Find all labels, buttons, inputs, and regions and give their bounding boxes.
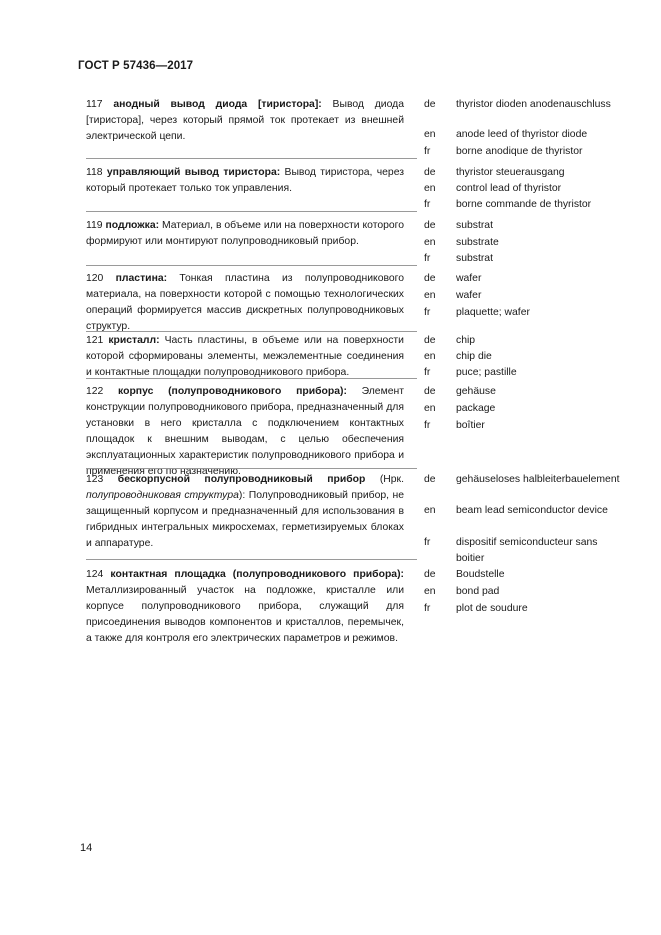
term-number: 118 — [86, 167, 103, 178]
term-entry-120 — [86, 271, 404, 335]
lang-code: de — [424, 335, 436, 346]
lang-code: en — [424, 505, 436, 516]
entry-separator — [86, 158, 417, 159]
term-definition: Часть пластины, в объеме или на поверхности которой сформированы элементы, межэлементные соединения и контактные площадки полупроводникового прибора. — [86, 335, 404, 378]
term-definition: Металлизированный участок на подложке, кристалле или корпусе полупроводникового прибора, служащий для присоединения выводов компонентов и кристаллов, перемычек, а также для контроля его электрических параметров и режимов. — [86, 585, 404, 644]
translation-term: beam lead semiconductor device — [456, 505, 608, 516]
translation-term: chip — [456, 335, 476, 346]
lang-code: en — [424, 129, 436, 140]
translation-term: gehäuseloses halbleiterbauelement — [456, 474, 620, 485]
term-entry-121 — [86, 333, 404, 381]
term-number: 117 — [86, 99, 103, 110]
translation-term: substrat — [456, 253, 493, 264]
term-note-prefix: (Нрк. — [379, 474, 404, 485]
term-entry-119 — [86, 218, 404, 250]
term-definition: Полупроводниковый прибор, не защищенный корпусом и предназначенный для использования в гибридных интегральных микросхемах, герметизируемых блоках и аппаратуре. — [86, 490, 405, 549]
translation-term: wafer — [456, 290, 482, 301]
lang-code: en — [424, 586, 436, 597]
lang-code: fr — [424, 537, 431, 548]
lang-code: fr — [424, 253, 431, 264]
lang-code: en — [424, 351, 436, 362]
translation-term: thyristor dioden anodenauschluss — [456, 99, 611, 110]
lang-code: en — [424, 403, 436, 414]
lang-code: fr — [424, 420, 431, 431]
lang-code: de — [424, 474, 436, 485]
term-number: 119 — [86, 220, 103, 231]
translation-term: plaquette; wafer — [456, 307, 530, 318]
term-number: 124 — [86, 569, 104, 580]
document-header: ГОСТ Р 57436—2017 — [78, 60, 194, 72]
lang-code: en — [424, 183, 436, 194]
translation-term: gehäuse — [456, 386, 496, 397]
translation-term: chip die — [456, 351, 492, 362]
lang-code: de — [424, 386, 436, 397]
term-note-suffix: ): — [238, 490, 246, 501]
term-entry-117 — [86, 97, 404, 145]
entry-separator — [86, 265, 417, 266]
lang-code: fr — [424, 146, 431, 157]
term-number: 120 — [86, 273, 104, 284]
term-entry-123 — [86, 472, 404, 552]
term-number: 121 — [86, 335, 104, 346]
lang-code: de — [424, 167, 436, 178]
term-note-italic: полупроводниковая структура — [86, 490, 239, 501]
page-number: 14 — [80, 842, 93, 854]
translation-term: package — [456, 403, 496, 414]
translation-term: Boudstelle — [456, 569, 505, 580]
term-definition: Элемент конструкции полупроводникового прибора, предназначенный для установки в него кристалла с подключением контактных площадок к внешним выводам, с целью обеспечения эксплуатационных характеристик полупроводникового прибора и применения его по назначению. — [86, 386, 404, 477]
translation-term: dispositif semiconducteur sans boitier — [456, 537, 598, 564]
term-definition: Тонкая пластина из полупроводникового материала, на поверхности которой с помощью технологических операций формируется массив дискретных полупроводниковых структур. — [86, 273, 404, 332]
entry-separator — [86, 211, 417, 212]
lang-code: en — [424, 290, 436, 301]
translation-term: anode leed of thyristor diode — [456, 129, 588, 140]
translation-term: thyristor steuerausgang — [456, 167, 565, 178]
lang-code: de — [424, 99, 436, 110]
term-entry-122 — [86, 384, 404, 480]
entry-separator — [86, 468, 417, 469]
term-entry-118 — [86, 165, 404, 197]
term-name: бескорпусной полупроводниковый прибор — [117, 474, 366, 485]
lang-code: fr — [424, 199, 431, 210]
translation-term: borne commande de thyristor — [456, 199, 592, 210]
translation-term: wafer — [456, 273, 482, 284]
term-entry-124 — [86, 567, 404, 647]
translation-term: bond pad — [456, 586, 500, 597]
lang-code: de — [424, 569, 436, 580]
entry-separator — [86, 378, 417, 379]
term-name: кристалл: — [108, 335, 160, 346]
entry-separator — [86, 331, 417, 332]
lang-code: de — [424, 220, 436, 231]
translation-term: substrate — [456, 237, 499, 248]
term-name: корпус (полупроводникового прибора): — [118, 386, 347, 397]
translation-term: boîtier — [456, 420, 485, 431]
term-number: 123 — [86, 474, 104, 485]
term-name: анодный вывод диода [тиристора]: — [113, 99, 322, 110]
translation-term: plot de soudure — [456, 603, 528, 614]
entry-separator — [86, 559, 417, 560]
term-name: подложка: — [105, 220, 160, 231]
translation-term: borne anodique de thyristor — [456, 146, 583, 157]
term-name: управляющий вывод тиристора: — [106, 167, 281, 178]
lang-code: fr — [424, 603, 431, 614]
lang-code: fr — [424, 367, 431, 378]
translation-term: control lead of thyristor — [456, 183, 562, 194]
term-definition: Вывод тиристора, через который протекает только ток управления. — [86, 167, 405, 194]
lang-code: en — [424, 237, 436, 248]
term-name: контактная площадка (полупроводникового прибора): — [110, 569, 404, 580]
term-definition: Материал, в объеме или на поверхности которого формируют или монтируют полупроводниковый прибор. — [86, 220, 405, 247]
term-name: пластина: — [115, 273, 168, 284]
term-definition: Вывод диода [тиристора], через который прямой ток протекает из внешней электрической цепи. — [86, 99, 404, 142]
term-number: 122 — [86, 386, 104, 397]
translation-term: puce; pastille — [456, 367, 517, 378]
lang-code: fr — [424, 307, 431, 318]
lang-code: de — [424, 273, 436, 284]
translation-term: substrat — [456, 220, 493, 231]
